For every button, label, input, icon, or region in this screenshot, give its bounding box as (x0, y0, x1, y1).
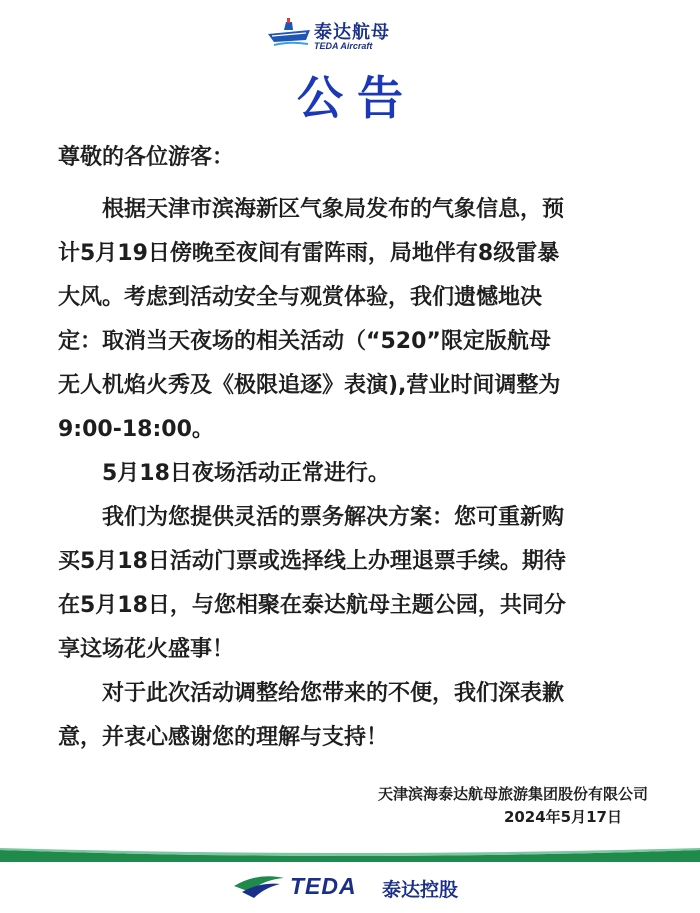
greeting: 尊敬的各位游客： (58, 145, 235, 170)
body-line: 5月18日夜场活动正常进行。 (58, 461, 390, 486)
notice-title: 公告 (297, 71, 417, 125)
teda-logo (232, 870, 472, 904)
body-line: 我们为您提供灵活的票务解决方案：您可重新购 (58, 505, 565, 530)
aircraft-carrier-icon (266, 14, 312, 50)
signature-company: 天津滨海泰达航母旅游集团股份有限公司 (377, 785, 648, 803)
body-line: 计5月19日傍晚至夜间有雷阵雨，局地伴有8级雷暴 (58, 241, 560, 266)
body-line: 大风。考虑到活动安全与观赏体验，我们遗憾地决 (58, 285, 543, 310)
footer-band (0, 848, 700, 862)
body-line: 享这场花火盛事！ (58, 637, 235, 662)
teda-english-text: TEDA (290, 873, 357, 899)
body-line: 买5月18日活动门票或选择线上办理退票手续。期待 (58, 549, 566, 574)
body-line: 9:00-18:00。 (58, 417, 214, 442)
teda-chinese-text: 泰达控股 (382, 879, 459, 901)
body-line: 根据天津市滨海新区气象局发布的气象信息，预 (58, 197, 565, 222)
body-line: 意，并衷心感谢您的理解与支持！ (58, 725, 389, 750)
teda-wing-icon (232, 870, 286, 900)
body-line: 无人机焰火秀及《极限追逐》表演),营业时间调整为 (58, 373, 561, 398)
logo-english-text: TEDA Aircraft (314, 41, 373, 51)
logo-chinese-text: 泰达航母 (314, 22, 390, 43)
body-line: 在5月18日，与您相聚在泰达航母主题公园，共同分 (58, 593, 566, 618)
body-line: 定：取消当天夜场的相关活动（“520”限定版航母 (58, 329, 551, 354)
aircraft-logo (266, 14, 436, 52)
signature-date: 2024年5月17日 (503, 808, 622, 826)
body-line: 对于此次活动调整给您带来的不便，我们深表歉 (58, 681, 565, 706)
